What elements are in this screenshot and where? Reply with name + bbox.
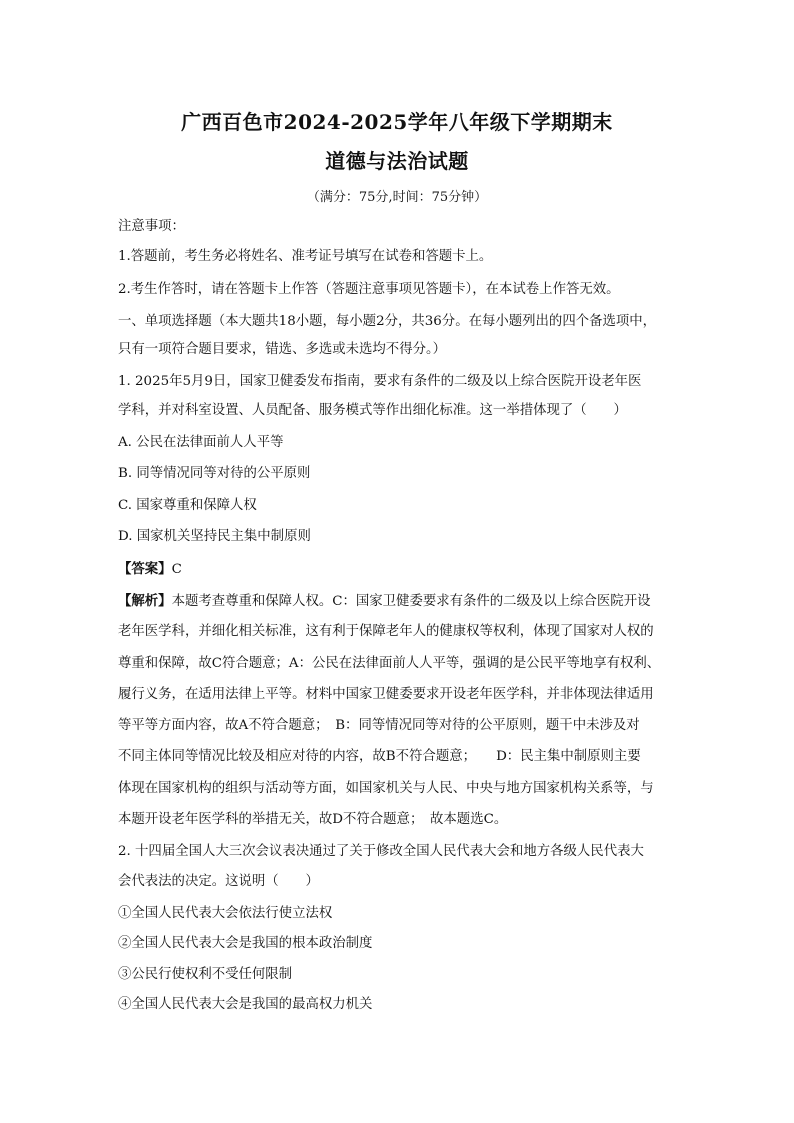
analysis-line: 尊重和保障，故C符合题意；A：公民在法律面前人人平等，强调的是公民平等地享有权利、 xyxy=(118,656,661,671)
question-stem: 1. 2025年5月9日，国家卫健委发布指南，要求有条件的二级及以上综合医院开设老年医 xyxy=(118,374,642,389)
notice-item: 2.考生作答时，请在答题卡上作答（答题注意事项见答题卡），在本试卷上作答无效。 xyxy=(118,282,620,297)
question-stem: 会代表法的决定。这说明（ ） xyxy=(118,874,319,889)
analysis-line: 老年医学科，并细化相关标准，这有利于保障老年人的健康权等权利，体现了国家对人权的 xyxy=(118,624,654,639)
answer-label: 【答案】 xyxy=(118,561,172,577)
analysis-line: 等平等方面内容，故A不符合题意； B：同等情况同等对待的公平原则，题干中未涉及对 xyxy=(118,718,640,733)
answer-line xyxy=(118,559,182,580)
option-d: D. 国家机关坚持民主集中制原则 xyxy=(118,529,311,544)
analysis-line: 本题开设老年医学科的举措无关，故D不符合题意； 故本题选C。 xyxy=(118,812,508,827)
analysis-line: 不同主体同等情况比较及相应对待的内容，故B不符合题意； D：民主集中制原则主要 xyxy=(118,749,641,764)
statement-3: ③公民行使权利不受任何限制 xyxy=(118,967,293,982)
exam-subject-title: 道德与法治试题 xyxy=(325,149,469,173)
analysis-label: 【解析】 xyxy=(118,593,172,609)
option-a: A. 公民在法律面前人人平等 xyxy=(118,435,284,450)
analysis-text: 本题考查尊重和保障人权。C：国家卫健委要求有条件的二级及以上综合医院开设 xyxy=(171,594,651,609)
analysis-line: 履行义务，在适用法律上平等。材料中国家卫健委要求开设老年医学科，并非体现法律适用 xyxy=(118,687,654,702)
question-stem: 学科，并对科室设置、人员配备、服务模式等作出细化标准。这一举措体现了（ ） xyxy=(118,403,627,418)
notice-item: 1.答题前，考生务必将姓名、准考证号填写在试卷和答题卡上。 xyxy=(118,249,493,264)
question-stem: 2. 十四届全国人大三次会议表决通过了关于修改全国人民代表大会和地方各级人民代表大 xyxy=(118,844,644,859)
statement-1: ①全国人民代表大会依法行使立法权 xyxy=(118,906,333,921)
notice-heading: 注意事项： xyxy=(118,219,185,234)
analysis-line xyxy=(118,591,650,612)
section-instruction: 一、单项选择题（本大题共18小题，每小题2分，共36分。在每小题列出的四个备选项中， xyxy=(118,314,657,329)
analysis-line: 体现在国家机构的组织与活动等方面，如国家机关与人民、中央与地方国家机构关系等，与 xyxy=(118,781,654,796)
exam-score-time: （满分：75分,时间：75分钟） xyxy=(306,190,488,205)
answer-value: C xyxy=(171,562,182,577)
section-instruction: 只有一项符合题目要求，错选、多选或未选均不得分。） xyxy=(118,342,447,357)
statement-2: ②全国人民代表大会是我国的根本政治制度 xyxy=(118,936,373,951)
option-b: B. 同等情况同等对待的公平原则 xyxy=(118,466,311,481)
statement-4: ④全国人民代表大会是我国的最高权力机关 xyxy=(118,997,373,1012)
option-c: C. 国家尊重和保障人权 xyxy=(118,498,257,513)
exam-title: 广西百色市2024-2025学年八年级下学期期末 xyxy=(181,110,613,134)
